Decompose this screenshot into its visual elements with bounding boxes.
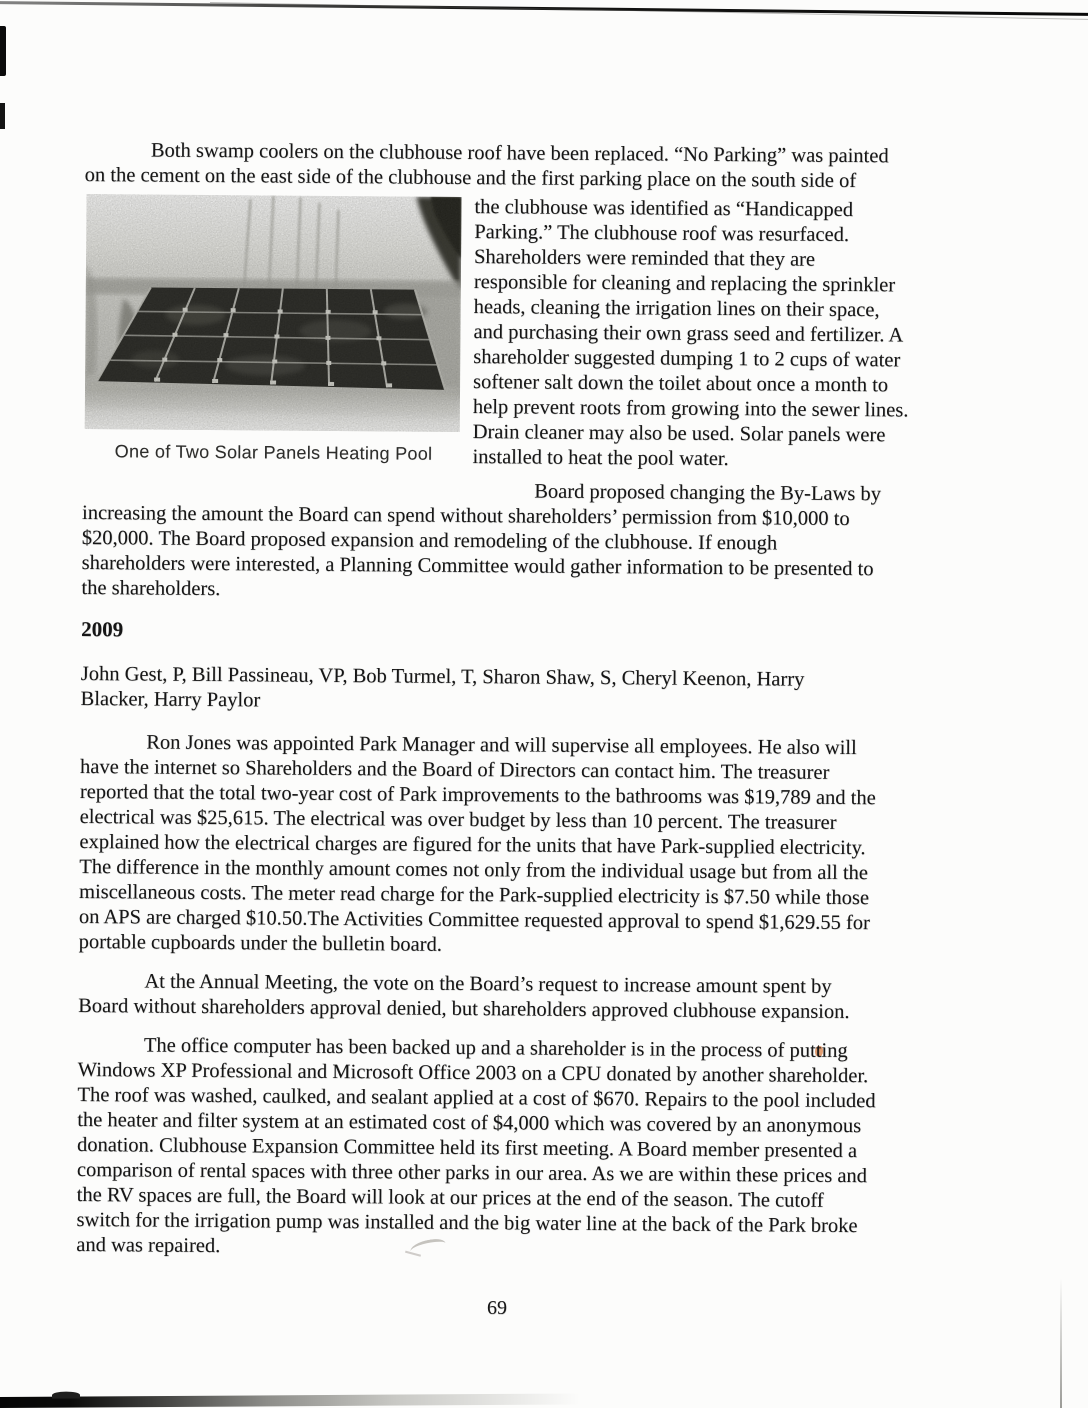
year-heading: 2009 (81, 616, 124, 642)
paragraph-office-computer: The office computer has been backed up and a shareholder is in the process of putting Windows XP Professional and Microsoft Office 2003 on a CPU donated by another shareholder. The roof was washed, caulked, and sealant applied at a cost of $670. Repairs to the pool included the heater and filter system at an estimated cost of $4,000 which was covered by an anonymous donation. Clubhouse Expansion Committee held its first meeting. A Board member presented a comparison of rental spaces with three other parks in our area. As we are within these prices and the RV spaces are full, the Board will look at our prices at the end of the season. The cutoff switch for the irrigation pump was installed and the big water line at the back of the Park broke and was repaired. (76, 1034, 876, 1258)
photo-caption: One of Two Solar Panels Heating Pool (114, 441, 433, 464)
page-body (76, 138, 938, 1265)
page-number: 69 (487, 1297, 507, 1319)
paragraph-bylaws: Board proposed changing the By-Laws by increasing the amount the Board can spend without shareholders’ permission from $10,000 to $20,000. The Board proposed expansion and remodeling of the clubhouse. If enough shareholders were interested, a Planning Committee would gather information to be presented to the shareholders. (81, 480, 882, 601)
solar-panel-figure (84, 194, 464, 465)
paragraph-clubhouse-wrapped: the clubhouse was identified as “Handicapped Parking.” The clubhouse roof was resurfaced. Shareholders were reminded that they are responsible for cleaning and replacing the sprinkler heads, cleaning the irrigation lines on their space, and purchasing their own grass seed and fertilizer. A shareholder suggested dumping 1 to 2 cups of water softener salt down the toilet about once a month to help prevent roots from growing into the sewer lines. Drain cleaner may also be used. Solar panels were installed to heat the pool water. (472, 196, 909, 471)
scan-artifact-left-mark-1 (0, 26, 6, 76)
solar-panel-photo (85, 194, 462, 432)
photo-and-wrapped-text-row (82, 192, 937, 474)
paragraph-annual-meeting: At the Annual Meeting, the vote on the Board’s request to increase amount spent by Board without shareholders approval denied, but shareholders approved clubhouse expansion. (78, 970, 850, 1024)
scan-artifact-bottom-smear (0, 1393, 580, 1408)
paragraph-swamp-coolers-intro: Both swamp coolers on the clubhouse roof have been replaced. “No Parking” was painted on the cement on the east side of the clubhouse and the first parking place on the south side of (84, 139, 889, 193)
scan-artifact-right-edge-line (1060, 1278, 1062, 1408)
board-members-list: John Gest, P, Bill Passineau, VP, Bob Turmel, T, Sharon Shaw, S, Cheryl Keenon, Harry Blacker, Harry Paylor (80, 662, 805, 712)
paragraph-park-manager: Ron Jones was appointed Park Manager and will supervise all employees. He also will have the internet so Shareholders and the Board of Directors can contact him. The treasurer reported that the total two-year cost of Park improvements to the bathrooms was $19,789 and the electrical was $25,615. The electrical was over budget by less than 10 percent. The treasurer explained how the electrical charges are figured for the units that have Park-supplied electricity. The difference in the monthly amount comes not only from the individual usage but from all the miscellaneous costs. The meter read charge for the Park-supplied electricity is $7.50 while those on APS are charged $10.50.The Activities Committee requested approval to spend $1,629.55 for portable cupboards under the bulletin board. (78, 731, 876, 956)
scan-artifact-left-mark-2 (0, 103, 5, 129)
